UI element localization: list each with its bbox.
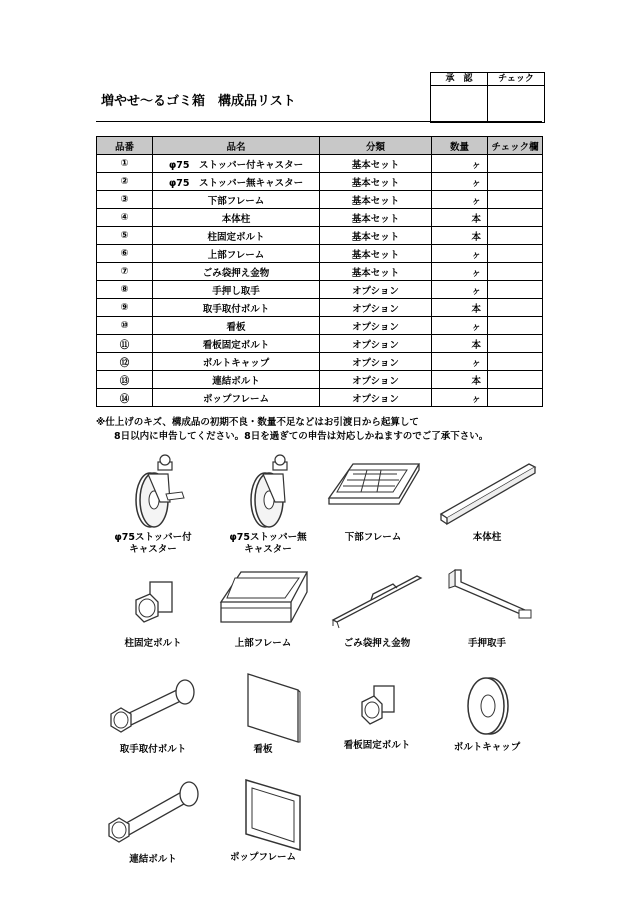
part-no-cell: ⑤ <box>97 227 153 245</box>
quantity-cell: ヶ <box>432 317 488 335</box>
table-row <box>97 281 543 299</box>
part-pop-frame <box>208 776 318 864</box>
part-upper-frame <box>208 568 318 650</box>
part-name-cell: ごみ袋押え金物 <box>153 263 320 281</box>
quantity-cell: 本 <box>432 299 488 317</box>
category-cell: オプション <box>320 353 432 371</box>
part-caption: φ75ストッパー付 キャスター <box>114 532 192 555</box>
category-cell: オプション <box>320 389 432 407</box>
part-no-cell: ⑨ <box>97 299 153 317</box>
category-cell: オプション <box>320 299 432 317</box>
note-line-1: ※仕上げのキズ、構成品の初期不良・数量不足などはお引渡日から起算して <box>96 417 419 428</box>
quantity-cell: ヶ <box>432 173 488 191</box>
table-row <box>97 335 543 353</box>
pop-frame-icon <box>218 776 308 852</box>
table-row <box>97 353 543 371</box>
lower-frame-icon <box>323 458 423 532</box>
part-name-cell: 上部フレーム <box>153 245 320 263</box>
part-caption: ごみ袋押え金物 <box>343 638 411 649</box>
category-cell: 基本セット <box>320 155 432 173</box>
quantity-cell: ヶ <box>432 245 488 263</box>
bolt-icon <box>108 572 198 638</box>
part-caption: 取手取付ボルト <box>119 744 187 755</box>
part-no-cell: ⑥ <box>97 245 153 263</box>
part-no-cell: ⑫ <box>97 353 153 371</box>
part-handle-bolt <box>98 674 208 756</box>
part-main-pillar <box>432 458 542 544</box>
check-cell[interactable] <box>488 155 543 173</box>
table-row <box>97 173 543 191</box>
part-no-cell: ⑧ <box>97 281 153 299</box>
part-caption: 下部フレーム <box>344 532 402 543</box>
part-bag-holder <box>322 568 432 650</box>
part-no-cell: ② <box>97 173 153 191</box>
header-part-no: 品番 <box>97 137 153 155</box>
parts-table-header <box>97 137 543 155</box>
header-category: 分類 <box>320 137 432 155</box>
part-name-cell: 手押し取手 <box>153 281 320 299</box>
parts-table <box>96 136 543 407</box>
check-cell[interactable] <box>488 227 543 245</box>
header-check: チェック欄 <box>488 137 543 155</box>
part-lower-frame <box>318 458 428 544</box>
part-name-cell: ボルトキャップ <box>153 353 320 371</box>
pillar-icon <box>435 458 539 532</box>
long-bolt-icon <box>103 774 203 854</box>
quantity-cell: 本 <box>432 335 488 353</box>
part-caption: 手押取手 <box>467 638 506 649</box>
category-cell: オプション <box>320 281 432 299</box>
bolt-icon <box>332 680 422 740</box>
approval-box <box>430 72 545 123</box>
part-no-cell: ① <box>97 155 153 173</box>
check-cell[interactable] <box>488 335 543 353</box>
category-cell: 基本セット <box>320 173 432 191</box>
note-line-2: 8日以内に申告してください。8日を過ぎての申告は対応しかねますのでご了承下さい。 <box>114 431 489 442</box>
quantity-cell: ヶ <box>432 263 488 281</box>
bag-holder-icon <box>327 568 427 638</box>
part-no-cell: ⑭ <box>97 389 153 407</box>
part-connecting-bolt <box>98 774 208 866</box>
part-bolt-cap <box>432 672 542 754</box>
check-cell[interactable] <box>488 191 543 209</box>
part-name-cell: 柱固定ボルト <box>153 227 320 245</box>
part-no-cell: ⑩ <box>97 317 153 335</box>
handle-icon <box>435 566 539 638</box>
part-no-cell: ④ <box>97 209 153 227</box>
part-caster-without-stopper <box>213 452 323 556</box>
part-caption: 連結ボルト <box>129 854 177 865</box>
part-caption: ボルトキャップ <box>453 742 521 753</box>
quantity-cell: ヶ <box>432 281 488 299</box>
category-cell: 基本セット <box>320 191 432 209</box>
part-signboard <box>208 670 318 756</box>
approve-label: 承 認 <box>431 73 488 86</box>
table-row <box>97 371 543 389</box>
category-cell: オプション <box>320 371 432 389</box>
part-no-cell: ③ <box>97 191 153 209</box>
category-cell: オプション <box>320 317 432 335</box>
header-quantity: 数量 <box>432 137 488 155</box>
check-stamp-box[interactable] <box>488 86 545 123</box>
document-title: 増やせ～るゴミ箱 構成品リスト <box>101 94 296 109</box>
part-caption: 看板固定ボルト <box>343 740 411 751</box>
part-name-cell: 看板固定ボルト <box>153 335 320 353</box>
check-cell[interactable] <box>488 245 543 263</box>
quantity-cell: 本 <box>432 371 488 389</box>
upper-frame-icon <box>213 568 313 638</box>
part-name-cell: 本体柱 <box>153 209 320 227</box>
signboard-icon <box>218 670 308 744</box>
check-cell[interactable] <box>488 173 543 191</box>
part-no-cell: ⑬ <box>97 371 153 389</box>
check-label: チェック <box>488 73 545 86</box>
caster-icon <box>223 452 313 532</box>
part-pillar-bolt <box>98 572 208 650</box>
check-cell[interactable] <box>488 209 543 227</box>
header-part-name: 品名 <box>153 137 320 155</box>
category-cell: 基本セット <box>320 209 432 227</box>
part-name-cell: 看板 <box>153 317 320 335</box>
table-row <box>97 389 543 407</box>
check-cell[interactable] <box>488 281 543 299</box>
quantity-cell: ヶ <box>432 353 488 371</box>
quantity-cell: 本 <box>432 227 488 245</box>
part-name-cell: 取手取付ボルト <box>153 299 320 317</box>
part-caster-with-stopper <box>98 452 208 556</box>
check-cell[interactable] <box>488 299 543 317</box>
part-caption: 本体柱 <box>472 532 502 543</box>
table-row <box>97 209 543 227</box>
table-row <box>97 263 543 281</box>
category-cell: 基本セット <box>320 227 432 245</box>
part-name-cell: φ75 ストッパー付キャスター <box>153 155 320 173</box>
quantity-cell: ヶ <box>432 155 488 173</box>
table-row <box>97 299 543 317</box>
table-row <box>97 245 543 263</box>
part-name-cell: φ75 ストッパー無キャスター <box>153 173 320 191</box>
quantity-cell: ヶ <box>432 191 488 209</box>
category-cell: 基本セット <box>320 245 432 263</box>
table-row <box>97 227 543 245</box>
check-cell[interactable] <box>488 389 543 407</box>
part-name-cell: 下部フレーム <box>153 191 320 209</box>
check-cell[interactable] <box>488 263 543 281</box>
bolt-cap-icon <box>442 672 532 742</box>
part-no-cell: ⑪ <box>97 335 153 353</box>
part-caption: 上部フレーム <box>234 638 292 649</box>
check-cell[interactable] <box>488 317 543 335</box>
check-cell[interactable] <box>488 353 543 371</box>
quantity-cell: ヶ <box>432 389 488 407</box>
part-no-cell: ⑦ <box>97 263 153 281</box>
caster-stopper-icon <box>108 452 198 532</box>
part-caption: 柱固定ボルト <box>124 638 182 649</box>
category-cell: 基本セット <box>320 263 432 281</box>
part-name-cell: ポップフレーム <box>153 389 320 407</box>
table-row <box>97 191 543 209</box>
part-caption: 看板 <box>253 744 273 755</box>
quantity-cell: 本 <box>432 209 488 227</box>
part-signboard-bolt <box>322 680 432 752</box>
approve-stamp-box[interactable] <box>431 86 488 123</box>
long-bolt-icon <box>103 674 203 744</box>
part-caption: ポップフレーム <box>229 852 297 863</box>
check-cell[interactable] <box>488 371 543 389</box>
part-caption: φ75ストッパー無 キャスター <box>229 532 307 555</box>
category-cell: オプション <box>320 335 432 353</box>
part-push-handle <box>432 566 542 650</box>
table-row <box>97 317 543 335</box>
part-name-cell: 連結ボルト <box>153 371 320 389</box>
table-row <box>97 155 543 173</box>
